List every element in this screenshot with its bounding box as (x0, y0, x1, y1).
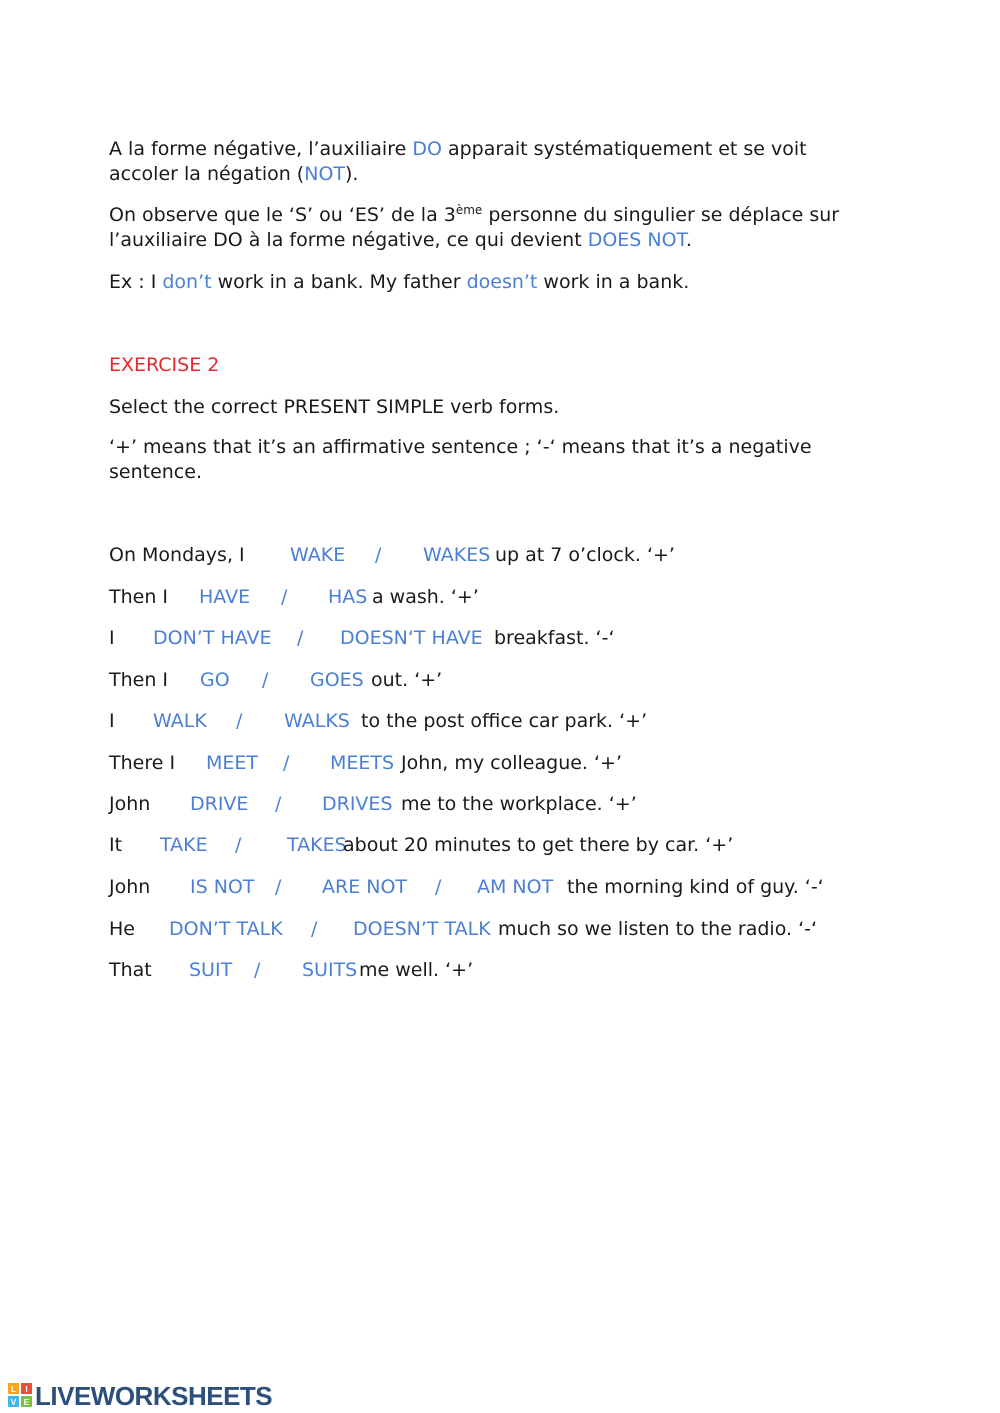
keyword-does-not: DOES NOT (587, 229, 686, 251)
sentence-subject: Then I (109, 669, 169, 691)
intro-text: accoler la négation ( (109, 163, 305, 185)
sentence-rest: to the post office car park. ‘+’ (361, 710, 648, 732)
verb-choice-option[interactable]: DRIVES (322, 793, 393, 815)
verb-choice-option[interactable]: WAKE (290, 544, 346, 566)
exercise-sentence-1 (109, 543, 989, 568)
sentence-subject: He (109, 918, 135, 940)
liveworksheets-blocks-icon (8, 1383, 32, 1407)
verb-choice-option[interactable]: ARE NOT (322, 876, 408, 898)
superscript-eme: ème (455, 203, 483, 217)
verb-choice-option[interactable]: IS NOT (190, 876, 255, 898)
intro-paragraph-2-line-1 (109, 203, 839, 228)
exercise-note-line-2: sentence. (109, 461, 202, 483)
svg-text:E: E (23, 1396, 30, 1407)
keyword-dont: don’t (162, 271, 212, 293)
intro-paragraph-1-line-1 (109, 137, 807, 162)
intro-text: l’auxiliaire DO à la forme négative, ce qui devient (109, 229, 588, 251)
choice-separator: / (435, 876, 442, 898)
exercise-sentence-8 (109, 833, 989, 858)
sentence-subject: That (109, 959, 152, 981)
verb-choice-option[interactable]: WALKS (284, 710, 350, 732)
choice-separator: / (235, 834, 242, 856)
verb-choice-option[interactable]: MEET (206, 752, 259, 774)
verb-choice-option[interactable]: DOESN’T TALK (353, 918, 491, 940)
verb-choice-option[interactable]: WAKES (423, 544, 491, 566)
choice-separator: / (311, 918, 318, 940)
choice-separator: / (254, 959, 261, 981)
sentence-rest: about 20 minutes to get there by car. ‘+’ (343, 834, 734, 856)
exercise-sentence-4 (109, 668, 989, 693)
keyword-not: NOT (304, 163, 346, 185)
intro-text: ). (345, 163, 359, 185)
intro-example (109, 270, 689, 295)
choice-separator: / (283, 752, 290, 774)
verb-choice-option[interactable]: WALK (153, 710, 207, 732)
exercise-sentence-11 (109, 958, 989, 983)
sentence-subject: John (109, 876, 151, 898)
sentence-rest: John, my colleague. ‘+’ (401, 752, 623, 774)
keyword-do: DO (412, 138, 442, 160)
exercise-sentence-3 (109, 626, 989, 651)
sentence-subject: There I (109, 752, 176, 774)
choice-separator: / (275, 793, 282, 815)
intro-text: apparait systématiquement et se voit (441, 138, 807, 160)
exercise-sentence-6 (109, 751, 989, 776)
choice-separator: / (297, 627, 304, 649)
intro-text: personne du singulier se déplace sur (482, 204, 840, 226)
svg-text:V: V (10, 1396, 17, 1407)
exercise-title: EXERCISE 2 (109, 354, 220, 376)
sentence-subject: On Mondays, I (109, 544, 245, 566)
intro-paragraph-1-line-2 (109, 162, 358, 187)
sentence-subject: I (109, 710, 115, 732)
exercise-sentence-9 (109, 875, 989, 900)
sentence-subject: I (109, 627, 115, 649)
verb-choice-option[interactable]: TAKES (287, 834, 347, 856)
verb-choice-option[interactable]: GOES (310, 669, 364, 691)
intro-text: A la forme négative, l’auxiliaire (109, 138, 413, 160)
exercise-sentence-7 (109, 792, 989, 817)
verb-choice-option[interactable]: HAVE (199, 586, 251, 608)
sentence-rest: me to the workplace. ‘+’ (401, 793, 637, 815)
exercise-sentence-10 (109, 917, 989, 942)
verb-choice-option[interactable]: MEETS (330, 752, 395, 774)
sentence-rest: the morning kind of guy. ‘-‘ (567, 876, 824, 898)
verb-choice-option[interactable]: HAS (328, 586, 368, 608)
svg-text:L: L (10, 1383, 17, 1394)
verb-choice-option[interactable]: DRIVE (190, 793, 249, 815)
intro-text: On observe que le ‘S’ ou ‘ES’ de la 3 (109, 204, 456, 226)
logo-text: LIVEWORKSHEETS (35, 1381, 273, 1411)
sentence-rest: much so we listen to the radio. ‘-‘ (498, 918, 818, 940)
exercise-note-line-1: ‘+’ means that it’s an affirmative sentence ; ‘-‘ means that it’s a negative (109, 436, 812, 458)
verb-choice-option[interactable]: SUITS (302, 959, 358, 981)
example-text: work in a bank. My father (211, 271, 467, 293)
sentence-rest: a wash. ‘+’ (372, 586, 479, 608)
sentence-rest: me well. ‘+’ (359, 959, 474, 981)
svg-text:I: I (25, 1383, 28, 1394)
intro-paragraph-2-line-2 (109, 228, 692, 253)
verb-choice-option[interactable]: DON’T HAVE (153, 627, 272, 649)
sentence-subject: John (109, 793, 151, 815)
verb-choice-option[interactable]: AM NOT (477, 876, 554, 898)
verb-choice-option[interactable]: TAKE (160, 834, 208, 856)
choice-separator: / (275, 876, 282, 898)
exercise-sentence-2 (109, 585, 989, 610)
choice-separator: / (375, 544, 382, 566)
verb-choice-option[interactable]: GO (200, 669, 230, 691)
exercise-sentence-5 (109, 709, 989, 734)
verb-choice-option[interactable]: DON’T TALK (169, 918, 283, 940)
verb-choice-option[interactable]: SUIT (189, 959, 233, 981)
choice-separator: / (262, 669, 269, 691)
choice-separator: / (236, 710, 243, 732)
choice-separator: / (281, 586, 288, 608)
sentence-rest: breakfast. ‘-‘ (494, 627, 615, 649)
sentence-subject: Then I (109, 586, 169, 608)
exercise-instruction: Select the correct PRESENT SIMPLE verb forms. (109, 396, 560, 418)
example-text: Ex : I (109, 271, 163, 293)
keyword-doesnt: doesn’t (466, 271, 538, 293)
sentence-rest: out. ‘+’ (371, 669, 443, 691)
example-text: work in a bank. (537, 271, 690, 293)
sentence-rest: up at 7 o’clock. ‘+’ (495, 544, 675, 566)
intro-text: . (685, 229, 692, 251)
sentence-subject: It (109, 834, 123, 856)
verb-choice-option[interactable]: DOESN‘T HAVE (340, 627, 483, 649)
